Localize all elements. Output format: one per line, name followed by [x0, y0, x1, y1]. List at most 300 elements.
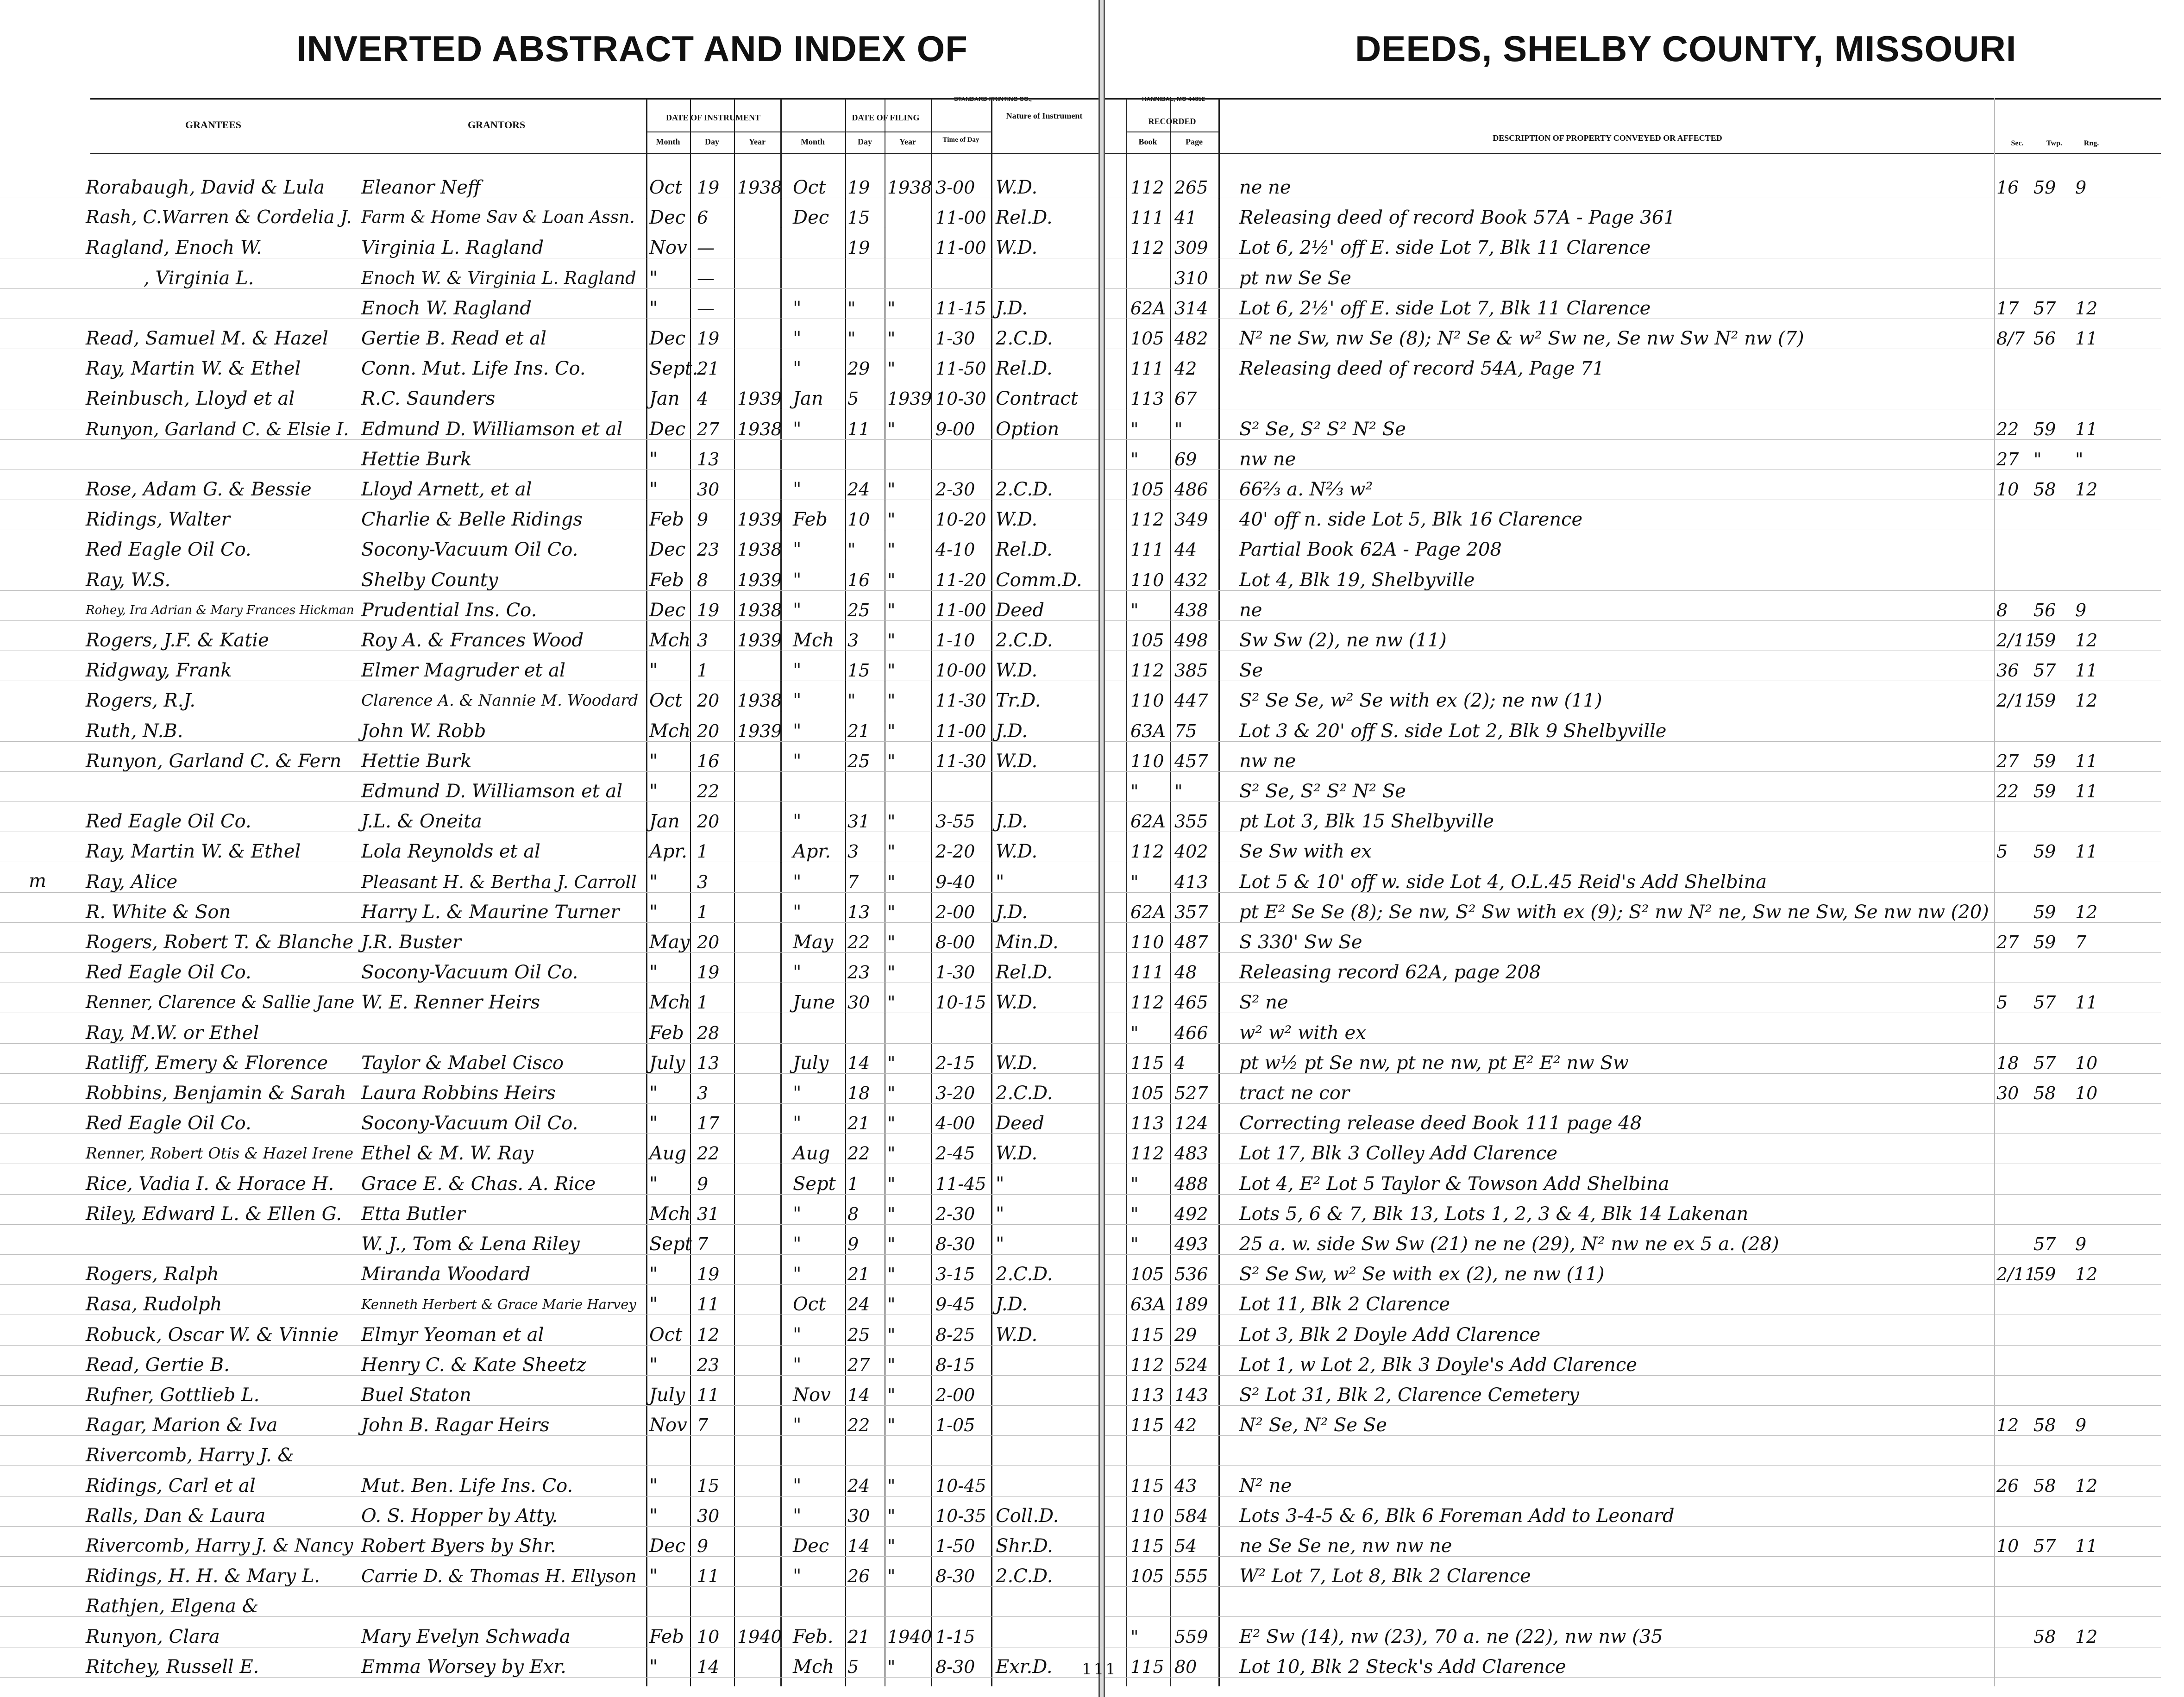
- row-filing-month: ": [793, 750, 802, 772]
- row-grantee: Ridgway, Frank: [86, 660, 232, 682]
- row-filing-day: 21: [847, 1113, 870, 1134]
- row-instrument-day: 17: [697, 1113, 720, 1134]
- row-filing-day: 11: [847, 419, 870, 439]
- row-description: Lot 17, Blk 3 Colley Add Clarence: [1239, 1143, 1558, 1165]
- row-twp: 56: [2033, 328, 2056, 349]
- header-grantees: GRANTEES: [185, 119, 242, 131]
- row-sec: 27: [1996, 751, 2019, 771]
- row-description: Lot 1, w Lot 2, Blk 3 Doyle's Add Clarence: [1239, 1354, 1638, 1376]
- row-filing-day: 15: [847, 660, 870, 681]
- row-filing-month: June: [793, 992, 835, 1014]
- row-rng: 12: [2075, 902, 2098, 922]
- row-book: 112: [1130, 509, 1164, 530]
- row-grantor: Hettie Burk: [361, 750, 472, 772]
- row-description: 40' off n. side Lot 5, Blk 16 Clarence: [1239, 509, 1583, 531]
- row-nature: W.D.: [996, 1143, 1038, 1165]
- row-page: 314: [1174, 298, 1208, 319]
- row-sec: 5: [1996, 992, 2008, 1013]
- row-twp: 58: [2033, 479, 2056, 500]
- row-description: S² Se Sw, w² Se with ex (2), ne nw (11): [1239, 1264, 1605, 1285]
- row-instrument-day: 6: [697, 207, 709, 228]
- row-instrument-day: 13: [697, 1052, 720, 1073]
- row-filing-time: 11-00: [935, 720, 986, 741]
- row-book: 115: [1130, 1324, 1164, 1345]
- row-grantor: Edmund D. Williamson et al: [361, 781, 623, 802]
- row-page: 69: [1174, 449, 1197, 470]
- row-grantor: O. S. Hopper by Atty.: [361, 1505, 558, 1527]
- row-instrument-month: Dec: [649, 599, 686, 621]
- row-filing-year: ": [887, 630, 896, 651]
- row-description: Lot 4, E² Lot 5 Taylor & Towson Add Shelbina: [1239, 1173, 1669, 1195]
- row-instrument-day: 14: [697, 1656, 720, 1677]
- row-sec: 36: [1996, 660, 2019, 681]
- row-rng: 11: [2075, 992, 2098, 1013]
- row-filing-year: ": [887, 690, 896, 711]
- book-gutter: [1098, 0, 1105, 1697]
- row-twp: 59: [2033, 177, 2056, 198]
- row-twp: 59: [2033, 751, 2056, 771]
- row-nature: J.D.: [996, 297, 1028, 319]
- page-number: 111: [1082, 1660, 1117, 1678]
- row-grantor: W. E. Renner Heirs: [361, 992, 540, 1014]
- row-sec: 17: [1996, 298, 2019, 319]
- row-rng: 12: [2075, 630, 2098, 651]
- row-instrument-year: 1938: [737, 690, 782, 711]
- row-grantor: Carrie D. & Thomas H. Ellyson: [361, 1566, 637, 1587]
- row-filing-time: 10-35: [935, 1505, 986, 1526]
- row-filing-month: Aug: [793, 1143, 830, 1165]
- row-filing-day: 22: [847, 1415, 870, 1436]
- row-nature: Comm.D.: [996, 569, 1082, 591]
- row-page: 44: [1174, 539, 1197, 560]
- row-grantor: W. J., Tom & Lena Riley: [361, 1234, 580, 1255]
- row-book: 63A: [1130, 1294, 1166, 1315]
- row-page: 357: [1174, 902, 1208, 922]
- row-filing-time: 4-10: [935, 539, 975, 560]
- row-nature: Exr.D.: [996, 1656, 1053, 1678]
- row-book: 112: [1130, 1354, 1164, 1375]
- row-filing-time: 2-00: [935, 1385, 975, 1405]
- row-page: 385: [1174, 660, 1208, 681]
- row-page: 29: [1174, 1324, 1197, 1345]
- row-grantee: Reinbusch, Lloyd et al: [86, 388, 295, 410]
- row-filing-year: ": [887, 1203, 896, 1224]
- row-grantor: Ethel & M. W. Ray: [361, 1143, 533, 1165]
- row-grantor: Elmyr Yeoman et al: [361, 1324, 544, 1346]
- row-rng: 10: [2075, 1083, 2098, 1103]
- row-filing-day: 3: [847, 630, 859, 651]
- row-nature: J.D.: [996, 1294, 1028, 1315]
- row-page: 524: [1174, 1354, 1208, 1375]
- row-filing-month: May: [793, 932, 834, 953]
- row-book: 112: [1130, 1143, 1164, 1164]
- row-description: Releasing deed of record Book 57A - Page 361: [1239, 207, 1676, 229]
- row-page: 349: [1174, 509, 1208, 530]
- row-page: 54: [1174, 1536, 1197, 1556]
- row-filing-time: 3-55: [935, 811, 975, 832]
- row-nature: W.D.: [996, 992, 1038, 1014]
- row-instrument-day: 3: [697, 1083, 709, 1103]
- row-instrument-day: 3: [697, 871, 709, 892]
- row-grantor: Enoch W. & Virginia L. Ragland: [361, 268, 636, 288]
- row-page: 265: [1174, 177, 1208, 198]
- row-grantee: Rice, Vadia I. & Horace H.: [86, 1173, 334, 1195]
- row-grantee: Rufner, Gottlieb L.: [86, 1384, 260, 1406]
- row-page: 413: [1174, 871, 1208, 892]
- row-page: 310: [1174, 268, 1208, 288]
- row-filing-day: 9: [847, 1234, 859, 1254]
- row-filing-day: ": [847, 298, 856, 319]
- row-description: pt E² Se Se (8); Se nw, S² Sw with ex (9); S² nw N² ne, Sw ne Sw, Se nw nw (20): [1239, 901, 1989, 923]
- row-page: 402: [1174, 841, 1208, 862]
- row-grantor: Harry L. & Maurine Turner: [361, 901, 620, 923]
- row-nature: ": [996, 1203, 1004, 1225]
- row-filing-year: ": [887, 1324, 896, 1345]
- row-grantor: Socony-Vacuum Oil Co.: [361, 1113, 578, 1134]
- row-description: nw ne: [1239, 448, 1296, 470]
- row-filing-month: ": [793, 1203, 802, 1225]
- row-description: tract ne cor: [1239, 1083, 1349, 1104]
- row-filing-month: Oct: [793, 1294, 826, 1315]
- row-description: ne: [1239, 599, 1262, 621]
- row-nature: Tr.D.: [996, 690, 1041, 712]
- row-grantor: Pleasant H. & Bertha J. Carroll: [361, 871, 637, 892]
- row-filing-year: 1940: [887, 1626, 932, 1647]
- row-instrument-year: 1938: [737, 177, 782, 198]
- row-filing-month: ": [793, 1234, 802, 1255]
- row-instrument-month: Oct: [649, 177, 683, 198]
- row-sec: 27: [1996, 449, 2019, 470]
- row-filing-day: 22: [847, 932, 870, 952]
- row-filing-day: ": [847, 690, 856, 711]
- row-nature: Rel.D.: [996, 207, 1053, 229]
- row-filing-month: Dec: [793, 207, 829, 229]
- row-book: ": [1130, 419, 1139, 439]
- header-bottom-rule-right: [1105, 153, 2161, 154]
- row-twp: 59: [2033, 932, 2056, 952]
- row-grantor: Taylor & Mabel Cisco: [361, 1052, 564, 1074]
- row-description: S² Se, S² S² N² Se: [1239, 781, 1406, 802]
- row-sec: 12: [1996, 1415, 2019, 1436]
- row-description: N² Se, N² Se Se: [1239, 1415, 1387, 1436]
- row-filing-year: ": [887, 1415, 896, 1436]
- row-filing-time: 2-30: [935, 479, 975, 500]
- row-filing-year: ": [887, 1354, 896, 1375]
- row-filing-time: 3-15: [935, 1264, 975, 1285]
- row-filing-time: 2-00: [935, 902, 975, 922]
- row-description: S² Se Se, w² Se with ex (2); ne nw (11): [1239, 690, 1602, 712]
- row-nature: 2.C.D.: [996, 1083, 1053, 1104]
- row-book: 112: [1130, 841, 1164, 862]
- row-grantor: Kenneth Herbert & Grace Marie Harvey: [361, 1296, 636, 1313]
- row-filing-day: 21: [847, 1626, 870, 1647]
- row-filing-month: ": [793, 569, 802, 591]
- row-twp: 56: [2033, 600, 2056, 620]
- row-instrument-day: 22: [697, 1143, 720, 1164]
- row-nature: ": [996, 871, 1004, 893]
- row-grantor: Lola Reynolds et al: [361, 841, 540, 863]
- row-filing-year: ": [887, 811, 896, 832]
- row-description: Lots 5, 6 & 7, Blk 13, Lots 1, 2, 3 & 4, Blk 14 Lakenan: [1239, 1203, 1749, 1225]
- row-filing-time: 8-15: [935, 1354, 975, 1375]
- row-instrument-day: —: [697, 238, 715, 258]
- row-rng: 11: [2075, 660, 2098, 681]
- row-instrument-month: ": [649, 1294, 658, 1315]
- row-grantee: Renner, Clarence & Sallie Jane: [86, 992, 355, 1013]
- row-grantor: Charlie & Belle Ridings: [361, 509, 583, 531]
- row-instrument-month: ": [649, 1475, 658, 1497]
- row-nature: ": [996, 1173, 1004, 1195]
- row-grantor: Robert Byers by Shr.: [361, 1535, 556, 1557]
- row-description: Lot 3, Blk 2 Doyle Add Clarence: [1239, 1324, 1541, 1346]
- row-instrument-day: 9: [697, 1173, 709, 1194]
- row-grantee: Rogers, Robert T. & Blanche: [86, 932, 354, 953]
- row-filing-month: ": [793, 1475, 802, 1497]
- row-twp: 57: [2033, 1234, 2056, 1254]
- row-nature: Rel.D.: [996, 358, 1053, 380]
- row-book: 115: [1130, 1052, 1164, 1073]
- row-page: 41: [1174, 207, 1197, 228]
- row-instrument-day: 7: [697, 1234, 709, 1254]
- row-rng: 9: [2075, 1415, 2087, 1436]
- row-twp: 59: [2033, 630, 2056, 651]
- row-book: 113: [1130, 1113, 1164, 1134]
- row-grantee: Robuck, Oscar W. & Vinnie: [86, 1324, 339, 1346]
- row-filing-year: ": [887, 660, 896, 681]
- row-grantor: Mut. Ben. Life Ins. Co.: [361, 1475, 573, 1497]
- row-filing-month: ": [793, 901, 802, 923]
- row-filing-day: 14: [847, 1536, 870, 1556]
- row-filing-day: 24: [847, 1294, 870, 1315]
- row-instrument-month: ": [649, 871, 658, 893]
- row-description: Correcting release deed Book 111 page 48: [1239, 1113, 1642, 1134]
- row-book: 105: [1130, 479, 1164, 500]
- row-description: pt Lot 3, Blk 15 Shelbyville: [1239, 811, 1494, 833]
- row-filing-time: 10-30: [935, 388, 986, 409]
- row-description: Lot 10, Blk 2 Steck's Add Clarence: [1239, 1656, 1566, 1678]
- row-filing-day: 24: [847, 1475, 870, 1496]
- row-page: 559: [1174, 1626, 1208, 1647]
- row-page: 4: [1174, 1052, 1186, 1073]
- row-filing-day: 26: [847, 1566, 870, 1587]
- row-nature: 2.C.D.: [996, 328, 1053, 349]
- row-description: Partial Book 62A - Page 208: [1239, 539, 1502, 561]
- row-grantee: Ralls, Dan & Laura: [86, 1505, 266, 1527]
- row-grantee: Ray, Martin W. & Ethel: [86, 841, 301, 863]
- row-filing-month: ": [793, 479, 802, 500]
- row-twp: 59: [2033, 419, 2056, 439]
- header-page: Page: [1186, 137, 1203, 146]
- row-instrument-day: 19: [697, 962, 720, 983]
- row-grantor: Farm & Home Sav & Loan Assn.: [361, 208, 635, 227]
- row-filing-month: Oct: [793, 177, 826, 198]
- row-nature: Shr.D.: [996, 1535, 1053, 1557]
- row-rng: 11: [2075, 841, 2098, 862]
- row-rng: ": [2075, 449, 2084, 470]
- row-twp: 58: [2033, 1626, 2056, 1647]
- row-instrument-year: 1939: [737, 720, 782, 741]
- row-book: 105: [1130, 1264, 1164, 1285]
- row-filing-month: Dec: [793, 1535, 829, 1557]
- row-instrument-month: Mch: [649, 630, 691, 651]
- row-page: 75: [1174, 720, 1197, 741]
- row-book: ": [1130, 871, 1139, 892]
- header-top-rule: [90, 98, 1098, 100]
- row-filing-time: 1-50: [935, 1536, 975, 1556]
- row-grantor: Lloyd Arnett, et al: [361, 479, 532, 500]
- row-nature: Coll.D.: [996, 1505, 1059, 1527]
- row-page: 466: [1174, 1022, 1208, 1043]
- row-filing-day: 14: [847, 1052, 870, 1073]
- header-date-of-instrument: DATE OF INSTRUMENT: [665, 113, 761, 122]
- row-filing-day: 19: [847, 238, 870, 258]
- row-page: 492: [1174, 1203, 1208, 1224]
- row-nature: Rel.D.: [996, 962, 1053, 983]
- row-filing-month: Mch: [793, 1656, 835, 1678]
- row-instrument-month: ": [649, 1173, 658, 1195]
- row-filing-year: ": [887, 902, 896, 922]
- row-grantee: Riley, Edward L. & Ellen G.: [86, 1203, 342, 1225]
- row-filing-month: ": [793, 871, 802, 893]
- row-grantor: Roy A. & Frances Wood: [361, 630, 584, 651]
- row-nature: 2.C.D.: [996, 630, 1053, 651]
- header-sec: Sec.: [2011, 139, 2024, 147]
- row-sec: 22: [1996, 781, 2019, 802]
- row-description: Lot 11, Blk 2 Clarence: [1239, 1294, 1450, 1315]
- row-filing-year: ": [887, 1083, 896, 1103]
- row-filing-year: ": [887, 841, 896, 862]
- row-filing-month: ": [793, 962, 802, 983]
- row-instrument-year: 1940: [737, 1626, 782, 1647]
- header-grantors: GRANTORS: [468, 119, 526, 131]
- row-description: E² Sw (14), nw (23), 70 a. ne (22), nw nw (35: [1239, 1626, 1663, 1647]
- row-filing-day: 15: [847, 207, 870, 228]
- row-instrument-month: Feb: [649, 1626, 684, 1647]
- row-filing-time: 10-15: [935, 992, 986, 1013]
- row-filing-month: ": [793, 1083, 802, 1104]
- row-page: 355: [1174, 811, 1208, 832]
- margin-mark: m: [29, 870, 46, 892]
- row-filing-time: 9-00: [935, 419, 975, 439]
- row-description: Se Sw with ex: [1239, 841, 1372, 863]
- row-grantee: Ragar, Marion & Iva: [86, 1415, 278, 1436]
- row-filing-month: ": [793, 539, 802, 561]
- row-instrument-month: ": [649, 1565, 658, 1587]
- row-grantor: Miranda Woodard: [361, 1264, 531, 1285]
- row-filing-time: 8-25: [935, 1324, 975, 1345]
- row-description: N² ne Sw, nw Se (8); N² Se & w² Sw ne, Se nw Sw N² nw (7): [1239, 328, 1804, 349]
- row-page: 584: [1174, 1505, 1208, 1526]
- row-filing-year: ": [887, 570, 896, 590]
- row-filing-year: ": [887, 1052, 896, 1073]
- row-grantee: Red Eagle Oil Co.: [86, 539, 251, 561]
- row-grantee: Ritchey, Russell E.: [86, 1656, 259, 1678]
- row-description: pt nw Se Se: [1239, 267, 1351, 289]
- row-nature: Min.D.: [996, 932, 1059, 953]
- row-description: 25 a. w. side Sw Sw (21) ne ne (29), N² nw ne ex 5 a. (28): [1239, 1234, 1779, 1255]
- row-description: S² Se, S² S² N² Se: [1239, 418, 1406, 440]
- row-grantee: Ray, M.W. or Ethel: [86, 1022, 259, 1044]
- row-instrument-month: ": [649, 1113, 658, 1134]
- row-description: 66⅔ a. N⅔ w²: [1239, 479, 1373, 500]
- row-book: 105: [1130, 630, 1164, 651]
- row-page: 189: [1174, 1294, 1208, 1315]
- row-grantor: Virginia L. Ragland: [361, 237, 544, 259]
- row-filing-day: 25: [847, 1324, 870, 1345]
- row-filing-month: ": [793, 358, 802, 380]
- row-instrument-day: 12: [697, 1324, 720, 1345]
- row-rng: 12: [2075, 1475, 2098, 1496]
- row-grantor: Socony-Vacuum Oil Co.: [361, 962, 578, 983]
- row-instrument-month: July: [649, 1052, 685, 1074]
- row-grantee: Ridings, H. H. & Mary L.: [86, 1565, 320, 1587]
- row-instrument-day: 1: [697, 841, 709, 862]
- row-filing-year: 1938: [887, 177, 932, 198]
- row-grantor: Grace E. & Chas. A. Rice: [361, 1173, 596, 1195]
- row-grantor: John W. Robb: [361, 720, 486, 742]
- row-description: S² Lot 31, Blk 2, Clarence Cemetery: [1239, 1384, 1579, 1406]
- row-sec: 2/11: [1996, 630, 2036, 651]
- row-nature: W.D.: [996, 237, 1038, 259]
- row-description: Lot 6, 2½' off E. side Lot 7, Blk 11 Clarence: [1239, 237, 1651, 259]
- row-filing-time: 1-15: [935, 1626, 975, 1647]
- row-twp: 57: [2033, 1052, 2056, 1073]
- row-filing-time: 8-30: [935, 1656, 975, 1677]
- left-page-title: INVERTED ABSTRACT AND INDEX OF: [296, 28, 968, 69]
- row-page: 555: [1174, 1566, 1208, 1587]
- row-filing-time: 2-45: [935, 1143, 975, 1164]
- row-instrument-month: Mch: [649, 1203, 691, 1225]
- row-book: 62A: [1130, 811, 1166, 832]
- row-instrument-day: 15: [697, 1475, 720, 1496]
- row-instrument-day: 30: [697, 1505, 720, 1526]
- row-filing-year: ": [887, 1505, 896, 1526]
- row-book: 115: [1130, 1536, 1164, 1556]
- row-book: ": [1130, 1203, 1139, 1224]
- row-book: 111: [1130, 358, 1164, 379]
- row-page: 143: [1174, 1385, 1208, 1405]
- row-filing-month: Apr.: [793, 841, 831, 863]
- row-filing-day: 5: [847, 388, 859, 409]
- row-instrument-month: Feb: [649, 569, 684, 591]
- row-instrument-day: 23: [697, 539, 720, 560]
- row-rng: 9: [2075, 1234, 2087, 1254]
- row-book: ": [1130, 1626, 1139, 1647]
- row-grantee: Red Eagle Oil Co.: [86, 1113, 251, 1134]
- row-filing-day: 22: [847, 1143, 870, 1164]
- row-book: 112: [1130, 177, 1164, 198]
- row-filing-year: ": [887, 932, 896, 952]
- row-filing-year: ": [887, 751, 896, 771]
- row-description: W² Lot 7, Lot 8, Blk 2 Clarence: [1239, 1565, 1531, 1587]
- row-nature: J.D.: [996, 901, 1028, 923]
- row-instrument-day: 16: [697, 751, 720, 771]
- row-description: N² ne: [1239, 1475, 1292, 1497]
- row-page: 457: [1174, 751, 1208, 771]
- row-twp: 59: [2033, 902, 2056, 922]
- row-filing-day: ": [847, 539, 856, 560]
- header-filing-year: Year: [899, 137, 916, 146]
- row-book: 112: [1130, 238, 1164, 258]
- row-filing-day: 18: [847, 1083, 870, 1103]
- row-filing-year: ": [887, 1566, 896, 1587]
- row-description: S 330' Sw Se: [1239, 932, 1362, 953]
- row-instrument-month: July: [649, 1384, 685, 1406]
- row-sec: 18: [1996, 1052, 2019, 1073]
- row-twp: 58: [2033, 1415, 2056, 1436]
- row-grantee: Rathjen, Elgena &: [86, 1596, 259, 1617]
- row-instrument-day: 9: [697, 509, 709, 530]
